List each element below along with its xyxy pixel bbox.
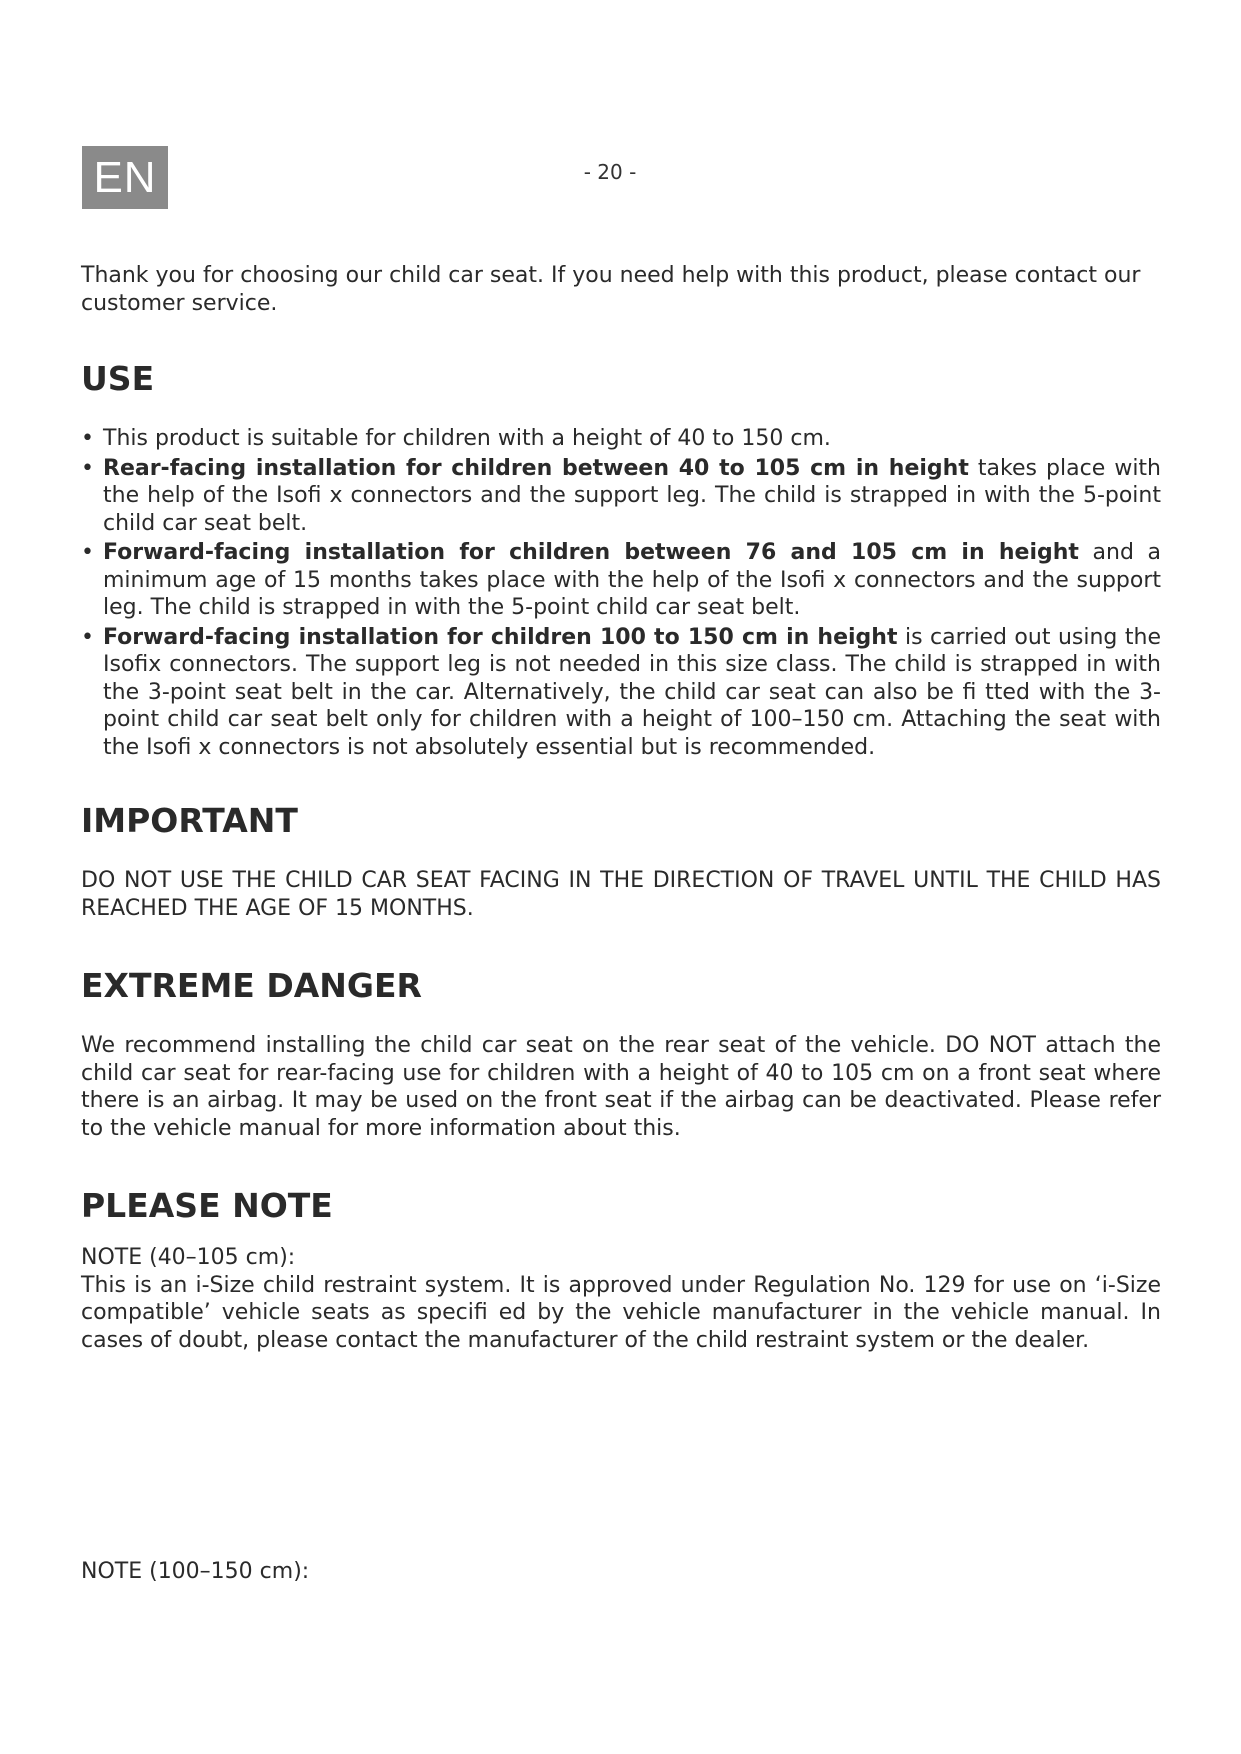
note-label-100-150: NOTE (100–150 cm): xyxy=(81,1559,310,1584)
use-list-item: • This product is suitable for children with a height of 40 to 150 cm. xyxy=(81,426,831,451)
bullet-icon: • xyxy=(81,426,94,451)
use-list-item: • Forward-facing installation for children between 76 and 105 cm in height and a minimum age of 15 months takes place with the help of the Isofi x connectors and the support leg. The child is strapped in with the 5-point child car seat belt. xyxy=(81,540,1162,620)
language-badge: EN xyxy=(82,146,168,209)
use-list-item: • Rear-facing installation for children between 40 to 105 cm in height takes place with the help of the Isofi x connectors and the support leg. The child is strapped in with the 5-point child car seat belt. xyxy=(81,455,1161,536)
important-text: DO NOT USE THE CHILD CAR SEAT FACING IN THE DIRECTION OF TRAVEL UNTIL THE CHILD HAS REACHED THE AGE OF 15 MONTHS. xyxy=(81,868,1161,921)
important-heading: IMPORTANT xyxy=(81,801,298,840)
intro-paragraph: Thank you for choosing our child car seat. If you need help with this product, please contact our customer service. xyxy=(81,263,1141,316)
use-list-item: • Forward-facing installation for children 100 to 150 cm in height is carried out using the Isofix connectors. The support leg is not needed in this size class. The child is strapped in with the 3-point seat belt in the car. Alternatively, the child car seat can also be fi tted with the 3-point child car seat belt only for children with a height of 100–150 cm. Attaching the seat with the Isofi x connectors is not absolutely essential but is recommended. xyxy=(81,624,1161,760)
note-text-40-105: This is an i-Size child restraint system. It is approved under Regulation No. 129 for use on ‘i-Size compatible’ vehicle seats as specifi ed by the vehicle manufacturer in the vehicle manual. In cases of doubt, please contact the manufacturer of the child restraint system or the dealer. xyxy=(81,1272,1161,1353)
bullet-icon: • xyxy=(81,624,94,650)
use-list xyxy=(81,425,1161,761)
note-label-40-105: NOTE (40–105 cm): xyxy=(81,1245,296,1270)
danger-heading: EXTREME DANGER xyxy=(81,966,422,1005)
document-body xyxy=(81,262,1161,1398)
danger-text: We recommend installing the child car seat on the rear seat of the vehicle. DO NOT attach the child car seat for rear-facing use for children with a height of 40 to 105 cm on a front seat where there is an airbag. It may be used on the front seat if the airbag can be deactivated. Please refer to the vehicle manual for more information about this. xyxy=(81,1033,1161,1141)
bullet-icon: • xyxy=(81,455,94,481)
use-heading: USE xyxy=(81,359,155,398)
page-number: - 20 - xyxy=(583,160,637,184)
note-heading: PLEASE NOTE xyxy=(81,1186,333,1225)
bullet-icon: • xyxy=(81,540,94,565)
